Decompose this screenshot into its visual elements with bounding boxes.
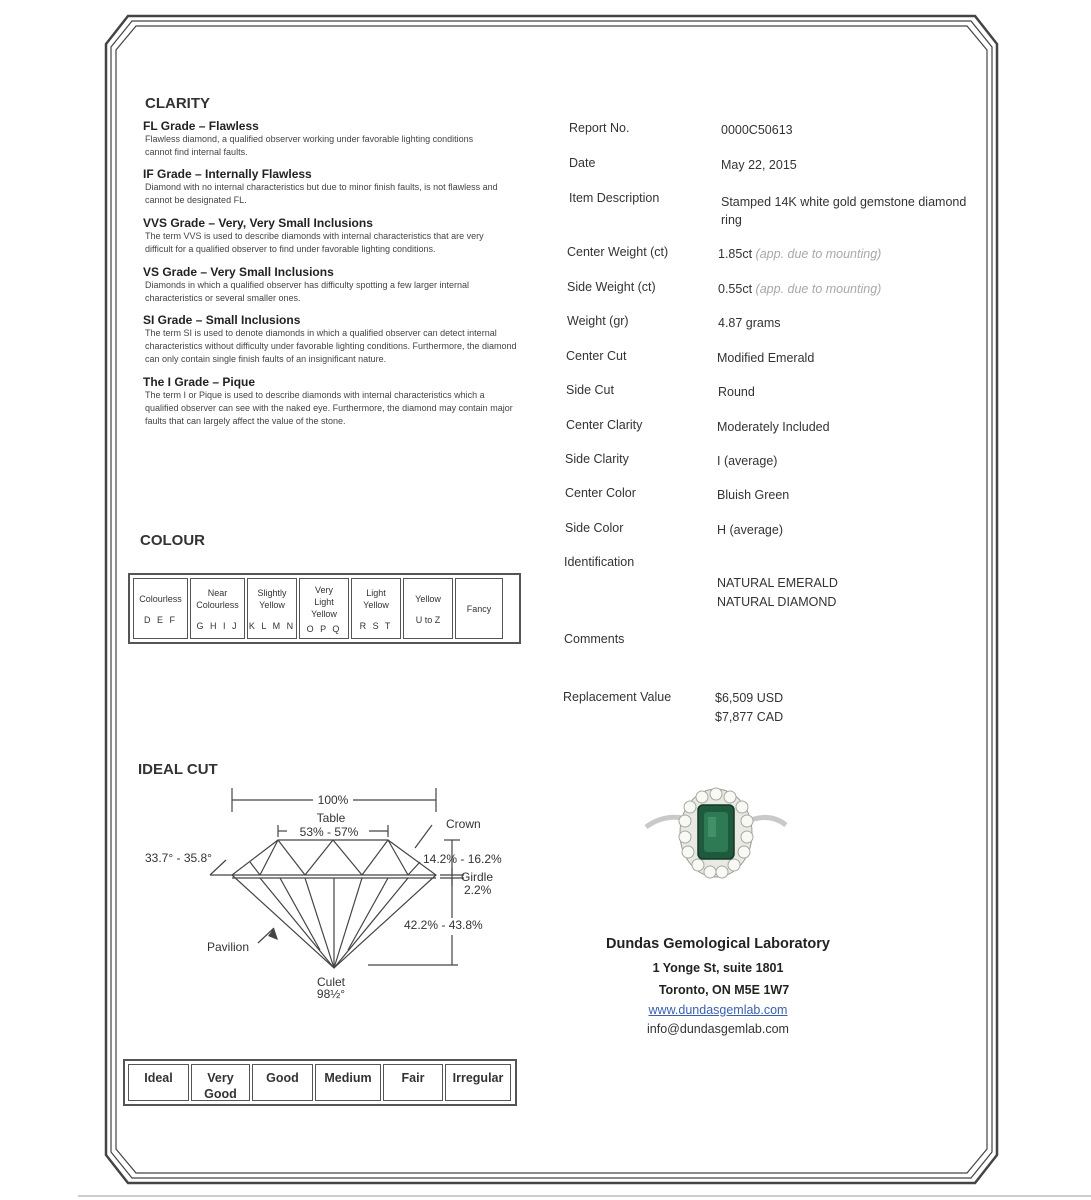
grade-description: The term I or Pique is used to describe diamonds with internal characteristics which a qualified observer can see with the naked eye. Furthermore, the diamond may contain major faults that can largely affect the value of the stone.	[145, 390, 513, 426]
report-note: (app. due to mounting)	[755, 247, 882, 261]
report-label: Side Clarity	[565, 452, 629, 466]
lab-email: info@dundasgemlab.com	[647, 1022, 789, 1036]
lab-website-link[interactable]: www.dundasgemlab.com	[648, 1003, 788, 1017]
diagram-pavilion: Pavilion	[207, 940, 250, 954]
cut-grade-good: Good	[252, 1064, 313, 1101]
report-value	[718, 280, 978, 298]
report-row	[569, 191, 989, 231]
colour-heading: COLOUR	[140, 532, 205, 549]
report-note: (app. due to mounting)	[755, 282, 882, 296]
colour-cell	[351, 578, 401, 639]
cut-grade-irregular: Irregular	[445, 1064, 511, 1101]
lab-info	[568, 936, 868, 952]
colour-label: Fancy	[466, 603, 492, 614]
grade-title: FL Grade – Flawless	[143, 119, 259, 133]
diagram-culet: Culet	[316, 975, 346, 989]
diagram-girdle-value: 2.2%	[464, 883, 492, 897]
cut-scale-table	[123, 1059, 517, 1106]
lab-address-text: 1 Yonge St, suite 1801	[652, 961, 784, 975]
report-row	[569, 121, 989, 141]
diagram-crown: Crown	[446, 817, 481, 831]
replacement-label: Replacement Value	[563, 690, 672, 704]
report-value-text: 1.85ct	[718, 247, 753, 261]
report-row	[566, 383, 986, 403]
report-value: Moderately Included	[717, 420, 830, 434]
report-label: Weight (gr)	[567, 314, 629, 328]
replacement-value: $7,877 CAD	[715, 710, 784, 724]
report-row	[567, 245, 987, 265]
grade-title: VVS Grade – Very, Very Small Inclusions	[143, 216, 373, 230]
diagram-table-label: Table	[316, 811, 346, 825]
grade-title: The I Grade – Pique	[143, 375, 256, 389]
report-label: Side Color	[565, 521, 624, 535]
colour-grades: R S T	[359, 620, 393, 631]
lab-website-row	[568, 1001, 868, 1019]
grade-fl	[143, 119, 513, 159]
grade-description: Flawless diamond, a qualified observer working under favorable lighting conditions cannot find internal faults.	[145, 134, 474, 157]
report-label: Item Description	[569, 191, 660, 205]
report-row	[565, 486, 985, 506]
diagram-total: 100%	[317, 793, 349, 807]
report-label: Side Weight (ct)	[567, 280, 656, 294]
colour-label: Yellow	[415, 593, 441, 604]
report-value	[718, 245, 978, 263]
grade-vvs	[143, 216, 513, 256]
report-row	[565, 521, 985, 541]
report-label: Report No.	[569, 121, 630, 135]
grade-description: Diamond with no internal characteristics but due to minor finish faults, is not flawless and cannot be designated FL.	[145, 182, 498, 205]
cut-grade-ideal: Ideal	[128, 1064, 189, 1101]
grade-title: IF Grade – Internally Flawless	[143, 167, 312, 181]
grade-title: VS Grade – Very Small Inclusions	[143, 265, 334, 279]
report-value: I (average)	[717, 454, 778, 468]
report-value: Bluish Green	[717, 488, 790, 502]
grade-description: Diamonds in which a qualified observer has difficulty spotting a few larger internal characteristics or several smaller ones.	[145, 280, 470, 303]
grade-description: The term SI is used to denote diamonds in which a qualified observer can detect internal characteristics without difficulty under favorable lighting conditions. Furthermore, the diamond can only contain single finish faults of an insignificant nature.	[145, 328, 517, 364]
lab-address-line1	[568, 959, 868, 977]
report-row	[569, 156, 989, 176]
colour-cell	[133, 578, 188, 639]
grade-title: SI Grade – Small Inclusions	[143, 313, 301, 327]
diamond-proportions-diagram	[130, 780, 530, 1010]
report-value: Round	[718, 385, 755, 399]
report-value: Stamped 14K white gold gemstone diamond ring	[721, 195, 967, 227]
colour-cell	[299, 578, 349, 639]
diagram-girdle-label: Girdle	[461, 870, 494, 884]
clarity-heading: CLARITY	[145, 95, 210, 112]
lab-address-line2	[574, 981, 874, 999]
colour-grades: O P Q	[306, 623, 342, 634]
cut-grade-medium: Medium	[315, 1064, 381, 1101]
report-row	[567, 314, 987, 334]
diagram-crown-angle: 33.7° - 35.8°	[145, 851, 212, 865]
report-row	[566, 349, 986, 369]
identification-label: Identification	[564, 555, 635, 569]
report-value: Modified Emerald	[717, 351, 815, 365]
colour-label: Colourless	[139, 593, 182, 604]
cut-grade-fair: Fair	[383, 1064, 443, 1101]
lab-name: Dundas Gemological Laboratory	[606, 936, 830, 952]
diagram-table-range: 53% - 57%	[299, 825, 359, 839]
comments-label: Comments	[564, 632, 625, 646]
colour-cell	[247, 578, 297, 639]
lab-email-row	[568, 1020, 868, 1038]
ring-photo	[640, 785, 790, 885]
report-label: Center Cut	[566, 349, 627, 363]
grade-description: The term VVS is used to describe diamonds with internal characteristics that are very difficult for a qualified observer to find under favorable lighting conditions.	[145, 231, 484, 254]
identification-value: NATURAL EMERALD	[717, 576, 838, 590]
replacement-value: $6,509 USD	[715, 691, 784, 705]
report-label: Center Color	[565, 486, 636, 500]
colour-label: Very Light Yellow	[311, 584, 337, 619]
grade-if	[143, 167, 513, 207]
grade-vs	[143, 265, 513, 305]
colour-cell	[403, 578, 453, 639]
grade-i	[143, 375, 513, 428]
cut-grade-very-good: Very Good	[191, 1064, 250, 1101]
report-value: 0000C50613	[721, 123, 793, 137]
identification-value: NATURAL DIAMOND	[717, 595, 837, 609]
grade-si	[143, 313, 517, 366]
colour-grades: D E F	[143, 614, 177, 625]
report-row	[566, 418, 986, 438]
diagram-pavilion-depth: 42.2% - 43.8%	[404, 918, 483, 932]
colour-cell	[190, 578, 245, 639]
lab-address-text: Toronto, ON M5E 1W7	[658, 983, 790, 997]
colour-grades: K L M N	[248, 620, 296, 631]
report-label: Center Clarity	[566, 418, 643, 432]
report-label: Side Cut	[566, 383, 614, 397]
report-row	[565, 452, 985, 472]
report-label: Date	[569, 156, 596, 170]
report-value-text: 0.55ct	[718, 282, 753, 296]
colour-label: Light Yellow	[363, 587, 389, 610]
colour-scale-table	[128, 573, 521, 644]
diagram-crown-height: 14.2% - 16.2%	[423, 852, 502, 866]
report-value: H (average)	[717, 523, 783, 537]
report-value: 4.87 grams	[718, 316, 781, 330]
report-value: May 22, 2015	[721, 158, 797, 172]
colour-label: Near Colourless	[196, 587, 239, 610]
ideal-cut-heading: IDEAL CUT	[138, 761, 218, 778]
colour-grades: U to Z	[415, 614, 441, 625]
colour-cell	[455, 578, 503, 639]
colour-label: Slightly Yellow	[257, 587, 287, 610]
report-row	[567, 280, 987, 300]
colour-grades: G H I J	[196, 620, 239, 631]
diagram-culet-angle: 98½°	[316, 987, 346, 1001]
report-label: Center Weight (ct)	[567, 245, 669, 259]
